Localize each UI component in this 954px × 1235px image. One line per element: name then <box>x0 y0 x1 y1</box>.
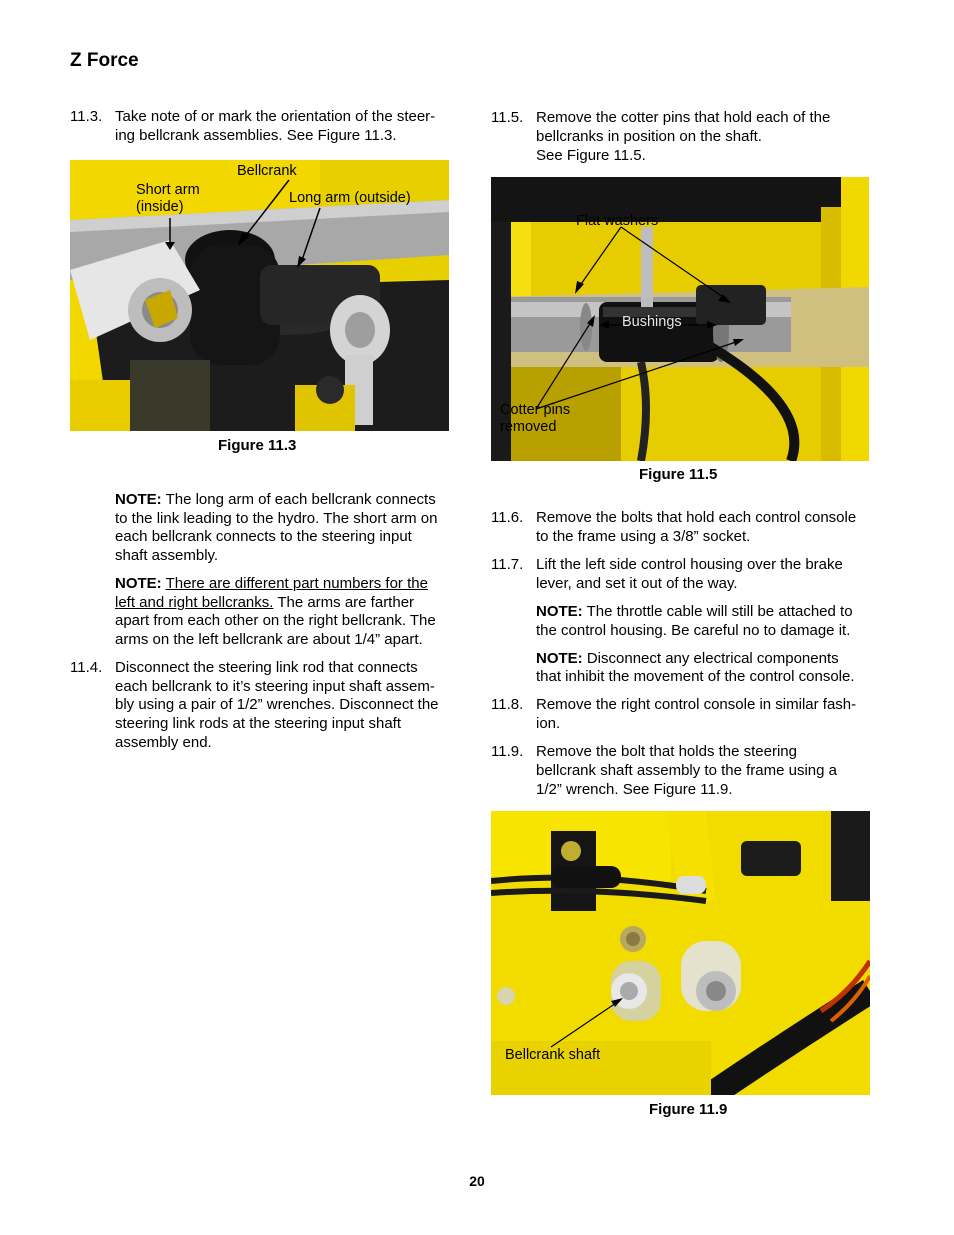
note-2-line-3: apart from each other on the right bellcrank. The <box>115 612 436 629</box>
note-4-line-1: NOTE: Disconnect any electrical components <box>536 650 839 667</box>
note-2-line-4: arms on the left bellcrank are about 1/4” apart. <box>115 631 423 648</box>
step-11-4-line-2: each bellcrank to it’s steering input shaft assem- <box>115 678 435 695</box>
step-11-9-line-2: bellcrank shaft assembly to the frame using a <box>536 762 837 779</box>
note-3-line-2: the control housing. Be careful no to damage it. <box>536 622 851 639</box>
page-header-title: Z Force <box>70 50 139 71</box>
page-number: 20 <box>469 1173 485 1189</box>
step-11-7-line-2: lever, and set it out of the way. <box>536 575 738 592</box>
label-bellcrank-shaft: Bellcrank shaft <box>505 1047 601 1063</box>
step-11-6-line-2: to the frame using a 3/8” socket. <box>536 528 751 545</box>
note-2-line-2: left and right bellcranks. The arms are farther <box>115 594 415 611</box>
label-cotter-pins-1: Cotter pins <box>500 402 571 418</box>
label-long-arm: Long arm (outside) <box>289 190 411 206</box>
step-11-7-line-1: Lift the left side control housing over the brake <box>536 556 843 573</box>
note-1-line-3: each bellcrank connects to the steering input <box>115 528 412 545</box>
label-flat-washers: Flat washers <box>576 213 659 229</box>
note-1-line-2: to the link leading to the hydro. The short arm on <box>115 510 438 527</box>
figure-11-5-photo <box>491 177 869 461</box>
step-number-11-6: 11.6. <box>491 509 524 526</box>
note-3-line-1: NOTE: The throttle cable will still be attached to <box>536 603 853 620</box>
step-11-4-line-5: assembly end. <box>115 734 212 751</box>
figure-11-9-photo <box>491 811 870 1095</box>
note-2-line-1: NOTE: There are different part numbers for the <box>115 575 428 592</box>
label-bushings: Bushings <box>622 314 682 330</box>
step-number-11-8: 11.8. <box>491 696 524 713</box>
figure-11-5-caption: Figure 11.5 <box>639 466 718 483</box>
step-11-3-line-2: ing bellcrank assemblies. See Figure 11.3. <box>115 127 397 144</box>
step-number-11-5: 11.5. <box>491 109 524 126</box>
note-1-line-4: shaft assembly. <box>115 547 219 564</box>
step-number-11-4: 11.4. <box>70 659 103 676</box>
label-bellcrank: Bellcrank <box>237 163 297 179</box>
figure-11-3-photo <box>70 160 449 431</box>
figure-11-9-caption: Figure 11.9 <box>649 1101 728 1118</box>
step-11-9-line-1: Remove the bolt that holds the steering <box>536 743 797 760</box>
step-number-11-3: 11.3. <box>70 108 103 125</box>
step-11-4-line-4: steering link rods at the steering input shaft <box>115 715 401 732</box>
step-11-5-line-1: Remove the cotter pins that hold each of the <box>536 109 831 126</box>
note-1-line-1: NOTE: The long arm of each bellcrank connects <box>115 491 436 508</box>
note-4-line-2: that inhibit the movement of the control console. <box>536 668 855 685</box>
step-11-4-line-1: Disconnect the steering link rod that connects <box>115 659 418 676</box>
step-11-6-line-1: Remove the bolts that hold each control console <box>536 509 857 526</box>
step-number-11-9: 11.9. <box>491 743 524 760</box>
step-11-8-line-2: ion. <box>536 715 561 732</box>
step-number-11-7: 11.7. <box>491 556 524 573</box>
label-short-arm-1: Short arm <box>136 182 200 198</box>
figure-11-3-caption: Figure 11.3 <box>218 437 297 454</box>
label-cotter-pins-2: removed <box>500 419 557 435</box>
step-11-5-line-2: bellcranks in position on the shaft. <box>536 128 762 145</box>
label-short-arm-2: (inside) <box>136 199 184 215</box>
step-11-3-line-1: Take note of or mark the orientation of the steer- <box>115 108 436 125</box>
step-11-4-line-3: bly using a pair of 1/2” wrenches. Disconnect the <box>115 696 439 713</box>
step-11-5-line-3: See Figure 11.5. <box>536 147 646 164</box>
step-11-8-line-1: Remove the right control console in similar fash- <box>536 696 857 713</box>
step-11-9-line-3: 1/2” wrench. See Figure 11.9. <box>536 781 733 798</box>
